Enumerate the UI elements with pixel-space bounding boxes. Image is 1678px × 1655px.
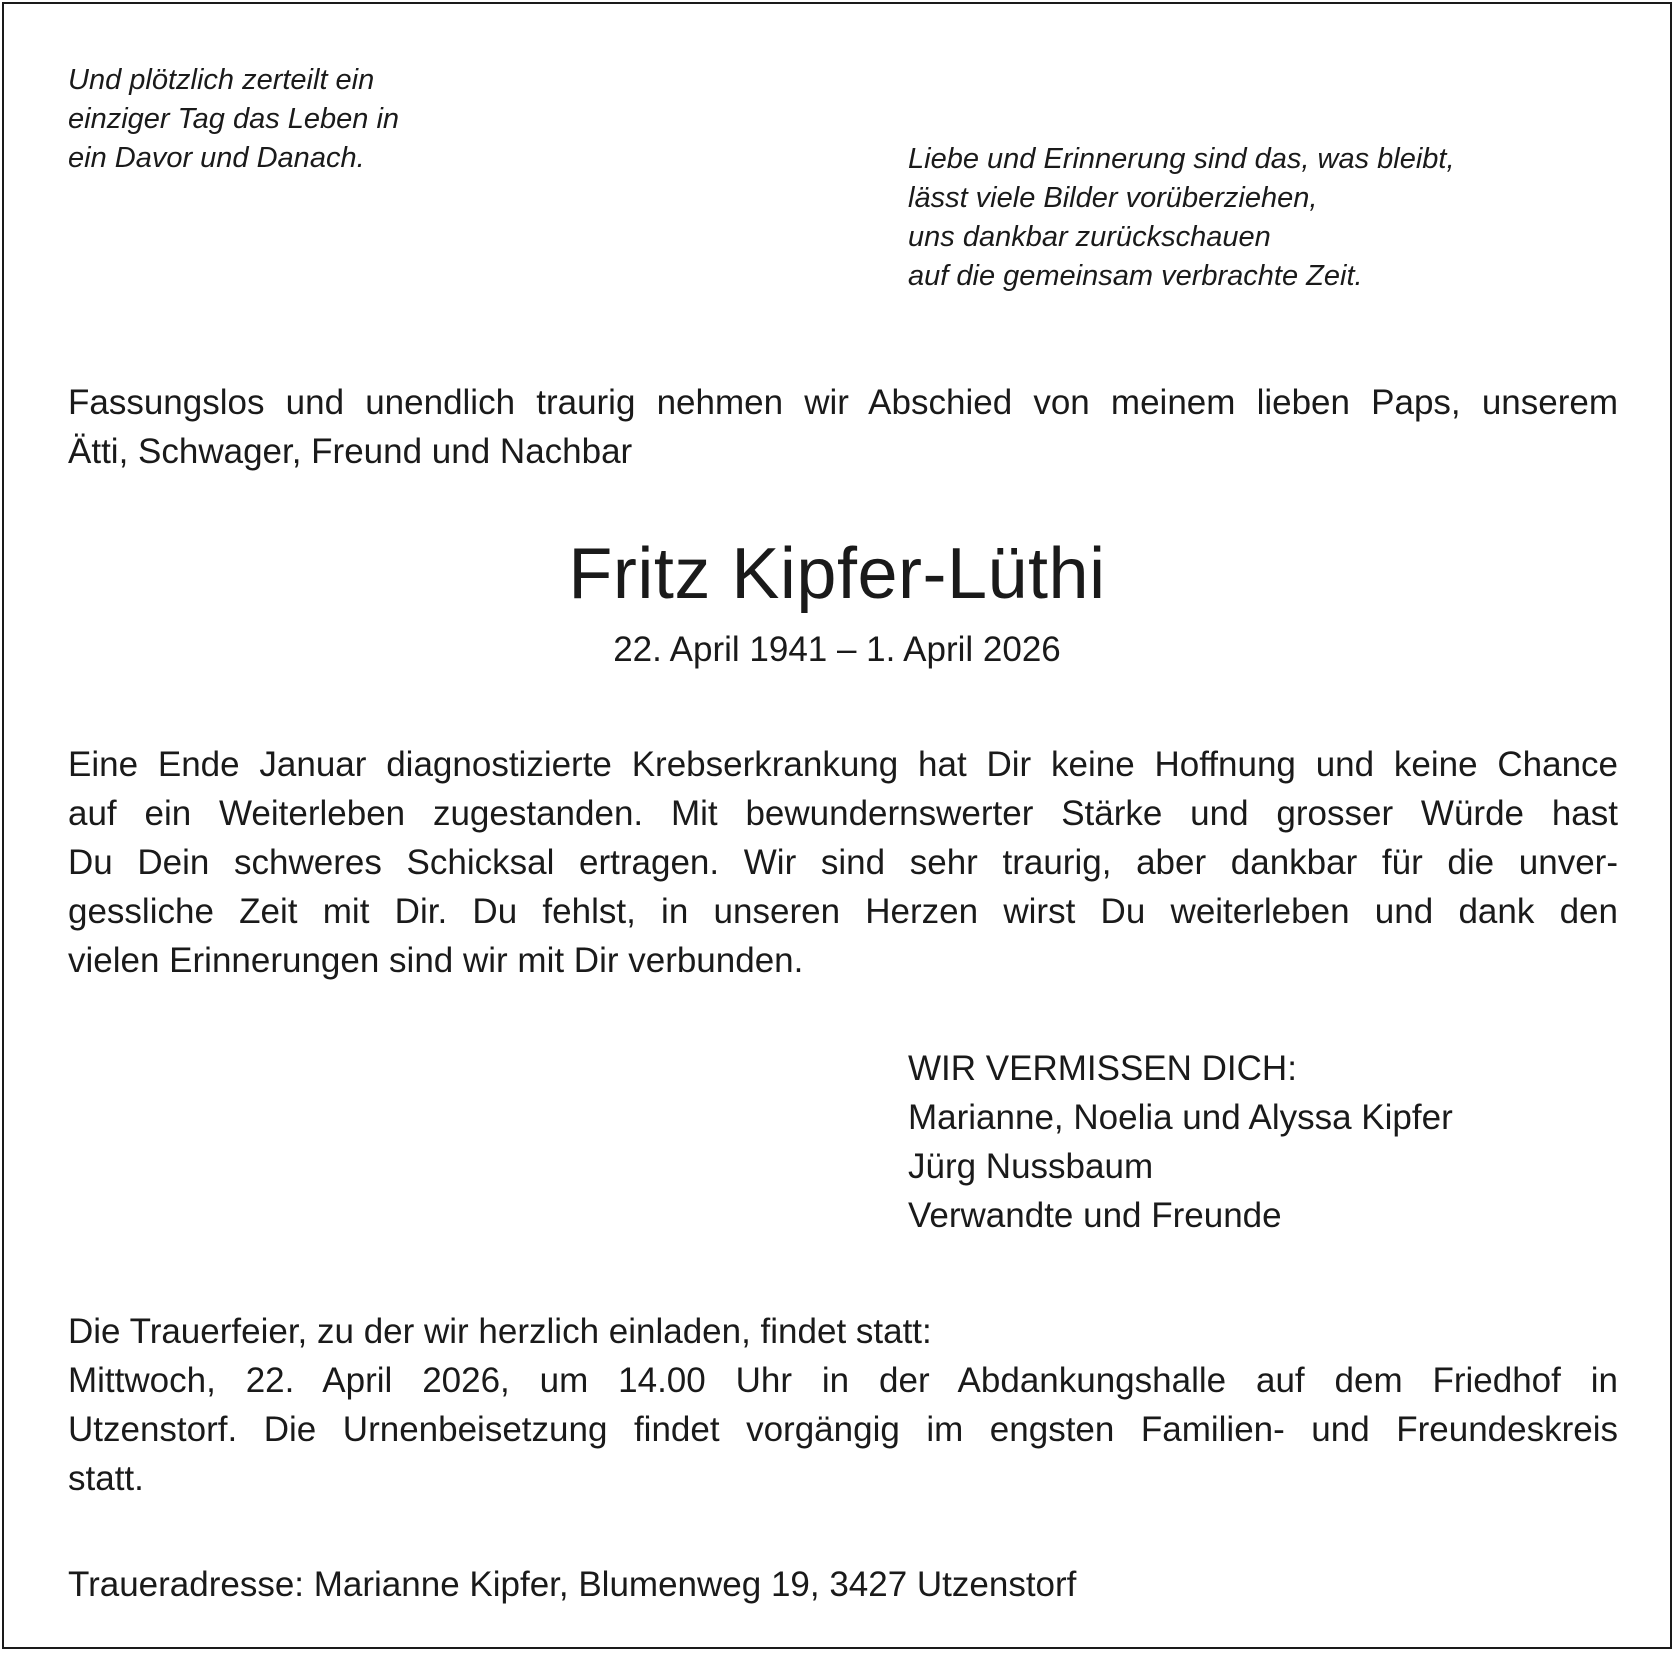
message-line: Du Dein schweres Schicksal ertragen. Wir sind sehr traurig, aber dankbar für die unver- (68, 843, 1618, 882)
intro-line: Fassungslos und unendlich traurig nehmen wir Abschied von meinem lieben Paps, unserem (68, 383, 1618, 422)
ceremony-line: Utzenstorf. Die Urnenbeisetzung findet vorgängig im engsten Familien- und Freundeskreis (68, 1410, 1618, 1449)
mourners-list (908, 1044, 1453, 1240)
message-line: gessliche Zeit mit Dir. Du fehlst, in unseren Herzen wirst Du weiterleben und dank den (68, 892, 1618, 931)
life-dates: 22. April 1941 – 1. April 2026 (613, 630, 1061, 669)
obituary-frame (2, 2, 1672, 1649)
ceremony-line: Die Trauerfeier, zu der wir herzlich einladen, findet statt: (68, 1312, 932, 1351)
message-line: vielen Erinnerungen sind wir mit Dir verbunden. (68, 941, 804, 980)
intro-text (68, 378, 1618, 476)
deceased-name: Fritz Kipfer-Lüthi (568, 534, 1106, 614)
mourner-entry: Marianne, Noelia und Alyssa Kipfer (908, 1098, 1453, 1137)
quote-right-line: uns dankbar zurückschauen (908, 221, 1271, 253)
intro-line: Ätti, Schwager, Freund und Nachbar (68, 432, 633, 471)
message-line: Eine Ende Januar diagnostizierte Krebserkrankung hat Dir keine Hoffnung und keine Chance (68, 745, 1618, 784)
ceremony-line: Mittwoch, 22. April 2026, um 14.00 Uhr in der Abdankungshalle auf dem Friedhof in (68, 1361, 1618, 1400)
quote-right-line: auf die gemeinsam verbrachte Zeit. (908, 260, 1363, 292)
quote-left (68, 61, 399, 178)
ceremony-text (68, 1307, 1618, 1503)
quote-left-line: Und plötzlich zerteilt ein (68, 64, 375, 96)
quote-right-line: lässt viele Bilder vorüberziehen, (908, 182, 1318, 214)
quote-left-line: ein Davor und Danach. (68, 142, 365, 174)
quote-right-line: Liebe und Erinnerung sind das, was bleibt, (908, 143, 1455, 175)
quote-right (908, 140, 1455, 296)
mourning-address: Traueradresse: Marianne Kipfer, Blumenweg 19, 3427 Utzenstorf (68, 1565, 1077, 1604)
message-line: auf ein Weiterleben zugestanden. Mit bewundernswerter Stärke und grosser Würde hast (68, 794, 1618, 833)
mourners-heading: WIR VERMISSEN DICH: (908, 1049, 1297, 1088)
ceremony-line: statt. (68, 1459, 144, 1498)
mourner-entry: Verwandte und Freunde (908, 1196, 1282, 1235)
message-text (68, 740, 1618, 985)
mourner-entry: Jürg Nussbaum (908, 1147, 1154, 1186)
quote-left-line: einziger Tag das Leben in (68, 103, 400, 135)
